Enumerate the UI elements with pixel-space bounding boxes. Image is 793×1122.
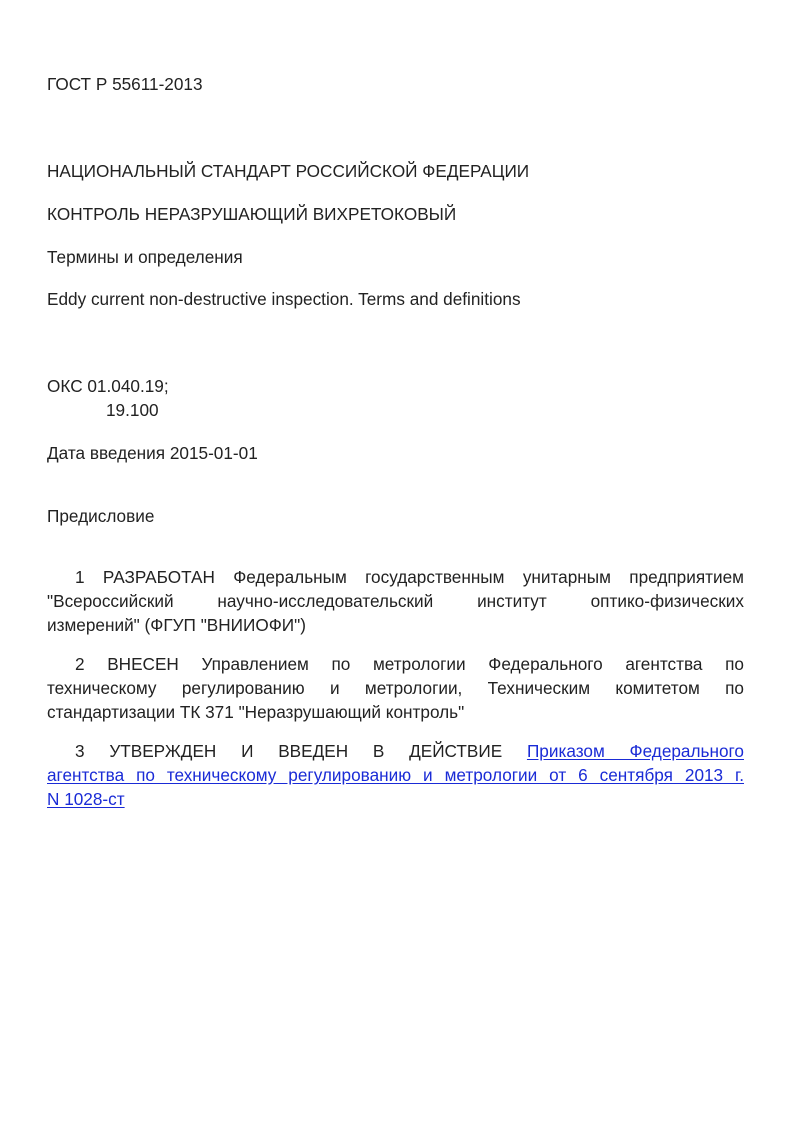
preface-heading: Предисловие (47, 506, 155, 526)
order-link-continued[interactable]: агентства по техническому регулированию и метрологии от 6 сентября 2013 г. (47, 765, 744, 785)
oks-code-line2: 19.100 (106, 400, 159, 420)
preface-item-3-line1 (47, 741, 744, 765)
document-header: НАЦИОНАЛЬНЫЙ СТАНДАРТ РОССИЙСКОЙ ФЕДЕРАЦИИ (47, 161, 530, 181)
document-title: КОНТРОЛЬ НЕРАЗРУШАЮЩИЙ ВИХРЕТОКОВЫЙ (47, 204, 457, 224)
preface-item-1 (47, 567, 744, 639)
preface-item-2 (47, 654, 744, 726)
approval-text: 3 УТВЕРЖДЕН И ВВЕДЕН В ДЕЙСТВИЕ (75, 741, 527, 761)
effective-date: Дата введения 2015-01-01 (47, 443, 258, 463)
preface-item-2-line: техническому регулированию и метрологии, Техническим комитетом по (47, 678, 744, 698)
preface-item-2-line: 2 ВНЕСЕН Управлением по метрологии Федерального агентства по (75, 654, 744, 674)
order-number-link[interactable]: N 1028-ст (47, 789, 125, 809)
preface-item-3-line3 (47, 789, 744, 813)
preface-item-2-line: стандартизации ТК 371 "Неразрушающий контроль" (47, 702, 465, 722)
oks-code-line1: ОКС 01.040.19; (47, 376, 169, 396)
order-link[interactable]: Приказом Федерального (526, 741, 744, 761)
document-title-en: Eddy current non-destructive inspection. Terms and definitions (47, 289, 521, 309)
preface-item-1-line: "Всероссийский научно-исследовательский институт оптико-физических (47, 591, 744, 611)
preface-item-1-line: 1 РАЗРАБОТАН Федеральным государственным унитарным предприятием (75, 567, 744, 587)
document-designation: ГОСТ Р 55611-2013 (47, 74, 203, 94)
preface-item-3-line2 (47, 765, 744, 789)
preface-item-1-line: измерений" (ФГУП "ВНИИОФИ") (47, 615, 306, 635)
document-subtitle: Термины и определения (47, 247, 243, 267)
preface-item-3 (47, 741, 744, 813)
